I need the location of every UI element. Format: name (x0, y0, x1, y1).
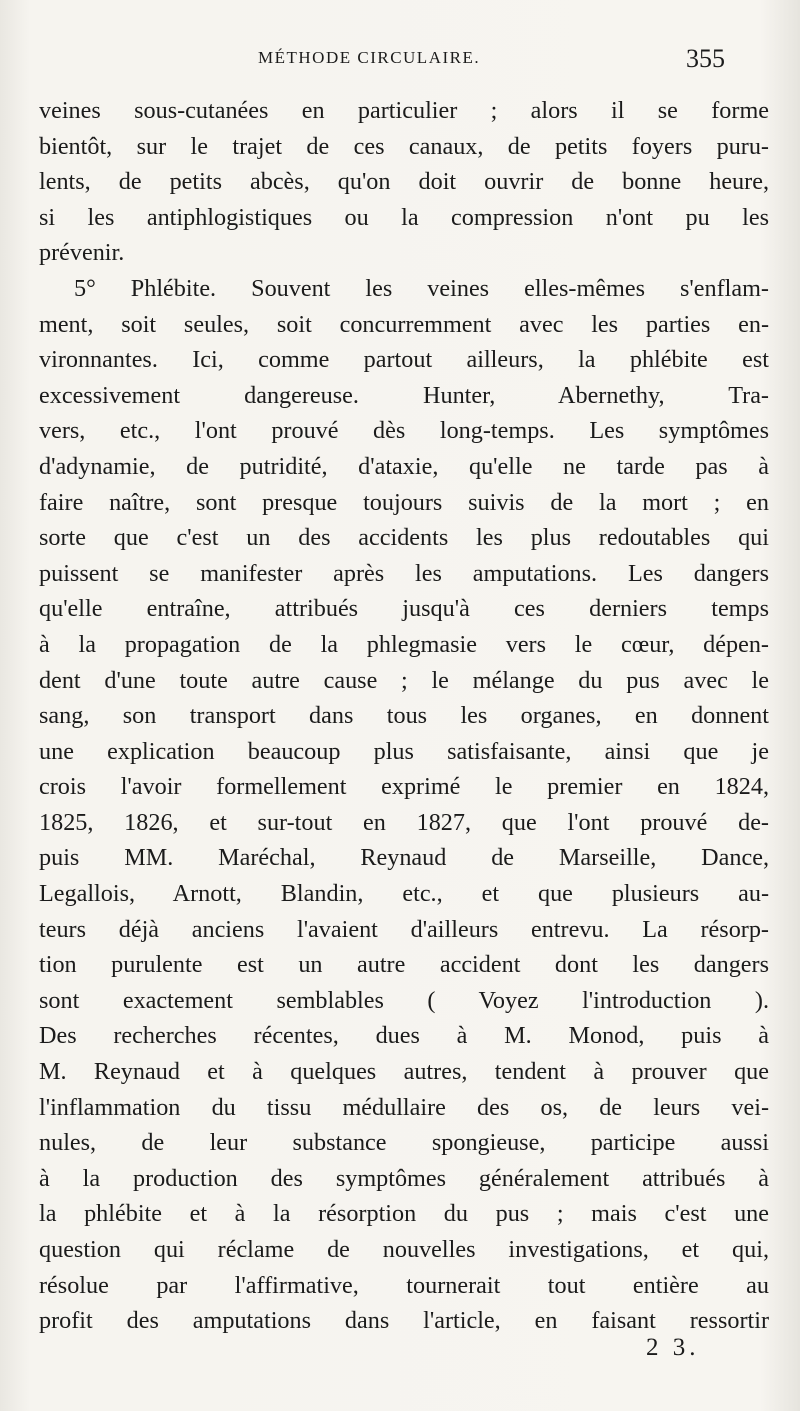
text-line: Des recherches récentes, dues à M. Monod, puis à (39, 1022, 769, 1050)
body-text (39, 93, 769, 1339)
text-line: faire naître, sont presque toujours suivis de la mort ; en (39, 488, 769, 516)
text-line: crois l'avoir formellement exprimé le premier en 1824, (39, 773, 769, 801)
text-line: sang, son transport dans tous les organes, en donnent (39, 702, 769, 730)
text-line: puissent se manifester après les amputations. Les dangers (39, 559, 769, 587)
text-line: vers, etc., l'ont prouvé dès long-temps. Les symptômes (39, 417, 769, 445)
text-line: la phlébite et à la résorption du pus ; mais c'est une (39, 1200, 769, 1228)
text-line: d'adynamie, de putridité, d'ataxie, qu'elle ne tarde pas à (39, 452, 769, 480)
text-line: à la propagation de la phlegmasie vers le cœur, dépen- (39, 630, 769, 658)
text-line: 5° Phlébite. Souvent les veines elles-mêmes s'enflam- (74, 274, 769, 302)
text-line: une explication beaucoup plus satisfaisante, ainsi que je (39, 737, 769, 765)
text-line: sorte que c'est un des accidents les plus redoutables qui (39, 524, 769, 552)
text-line: M. Reynaud et à quelques autres, tendent à prouver que (39, 1058, 769, 1086)
text-line: bientôt, sur le trajet de ces canaux, de petits foyers puru- (39, 132, 769, 160)
text-line: nules, de leur substance spongieuse, participe aussi (39, 1129, 769, 1157)
text-line: profit des amputations dans l'article, en faisant ressortir (39, 1307, 769, 1335)
text-line: ment, soit seules, soit concurremment avec les parties en- (39, 310, 769, 338)
text-line: prévenir. (39, 239, 125, 267)
text-line: sont exactement semblables ( Voyez l'introduction ). (39, 986, 769, 1014)
signature-mark: 2 3. (646, 1334, 700, 1361)
text-line: tion purulente est un autre accident dont les dangers (39, 951, 769, 979)
text-line: si les antiphlogistiques ou la compression n'ont pu les (39, 203, 769, 231)
text-line: 1825, 1826, et sur-tout en 1827, que l'ont prouvé de- (39, 808, 769, 836)
text-line: lents, de petits abcès, qu'on doit ouvrir de bonne heure, (39, 168, 769, 196)
text-line: à la production des symptômes généralement attribués à (39, 1164, 769, 1192)
text-line: qu'elle entraîne, attribués jusqu'à ces derniers temps (39, 595, 769, 623)
text-line: veines sous-cutanées en particulier ; alors il se forme (39, 97, 769, 124)
text-line: vironnantes. Ici, comme partout ailleurs, la phlébite est (39, 346, 769, 374)
text-line: résolue par l'affirmative, tournerait tout entière au (39, 1271, 769, 1299)
text-line: puis MM. Maréchal, Reynaud de Marseille, Dance, (39, 844, 769, 872)
text-line: dent d'une toute autre cause ; le mélange du pus avec le (39, 666, 769, 694)
text-line: Legallois, Arnott, Blandin, etc., et que plusieurs au- (39, 880, 769, 908)
page-number: 355 (686, 44, 725, 73)
text-line: l'inflammation du tissu médullaire des os, de leurs vei- (39, 1093, 769, 1121)
running-title: MÉTHODE CIRCULAIRE. (258, 48, 481, 67)
text-line: teurs déjà anciens l'avaient d'ailleurs entrevu. La résorp- (39, 915, 769, 943)
text-line: question qui réclame de nouvelles investigations, et qui, (39, 1236, 769, 1263)
text-line: excessivement dangereuse. Hunter, Abernethy, Tra- (39, 381, 769, 409)
